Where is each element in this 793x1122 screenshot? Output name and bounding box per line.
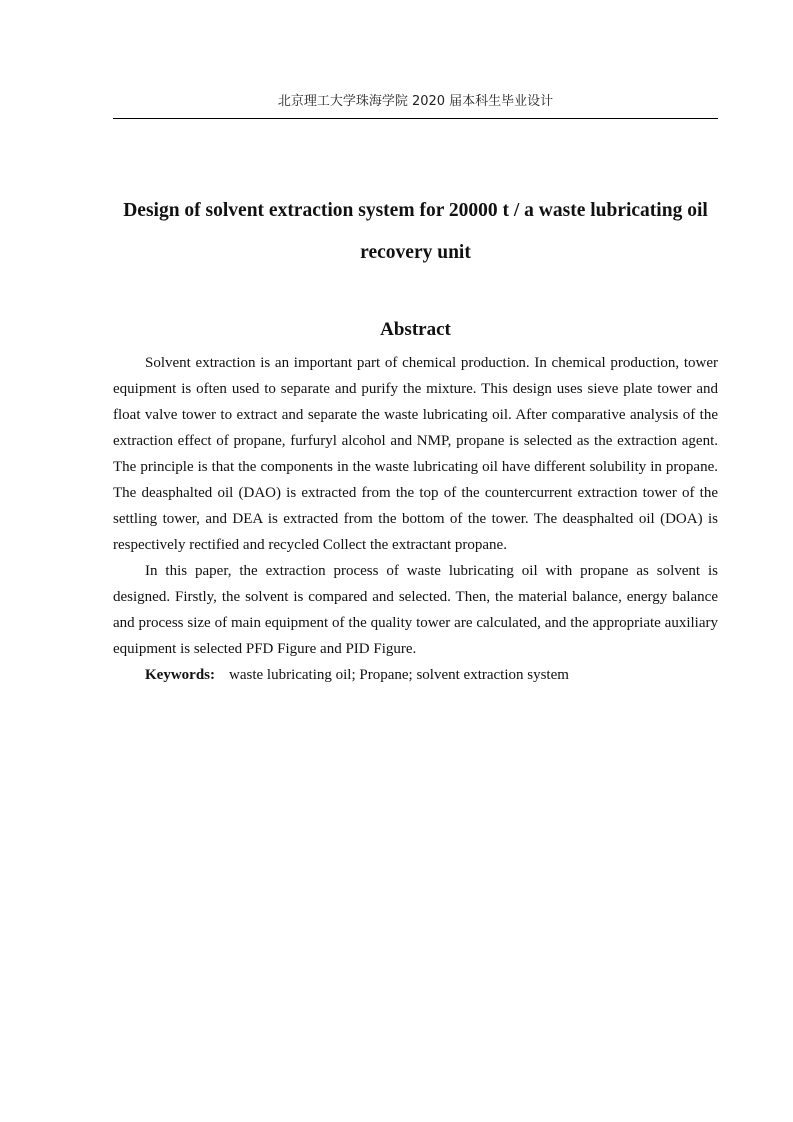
keywords-label: Keywords: bbox=[145, 667, 215, 683]
document-title: Design of solvent extraction system for 20000 t / a waste lubricating oil recovery unit bbox=[123, 200, 708, 263]
header-divider bbox=[113, 118, 718, 119]
abstract-body bbox=[113, 350, 718, 688]
keywords-text: waste lubricating oil; Propane; solvent extraction system bbox=[229, 667, 569, 683]
keywords-line bbox=[113, 662, 718, 688]
abstract-paragraph-1: Solvent extraction is an important part of chemical production. In chemical production, tower equipment is often used to separate and purify the mixture. This design uses sieve plate tower and float valve tower to extract and separate the waste lubricating oil. After comparative analysis of the extraction effect of propane, furfuryl alcohol and NMP, propane is selected as the extraction agent. The principle is that the components in the waste lubricating oil have different solubility in propane. The deasphalted oil (DAO) is extracted from the top of the countercurrent extraction tower of the settling tower, and DEA is extracted from the bottom of the tower. The deasphalted oil (DOA) is respectively rectified and recycled Collect the extractant propane. bbox=[113, 355, 718, 553]
page-header: 北京理工大学珠海学院 2020 届本科生毕业设计 bbox=[277, 94, 554, 109]
abstract-paragraph-2: In this paper, the extraction process of waste lubricating oil with propane as solvent is designed. Firstly, the solvent is compared and selected. Then, the material balance, energy balance and process size of main equipment of the quality tower are calculated, and the appropriate auxiliary equipment is selected PFD Figure and PID Figure. bbox=[113, 563, 718, 657]
abstract-heading: Abstract bbox=[380, 319, 451, 340]
